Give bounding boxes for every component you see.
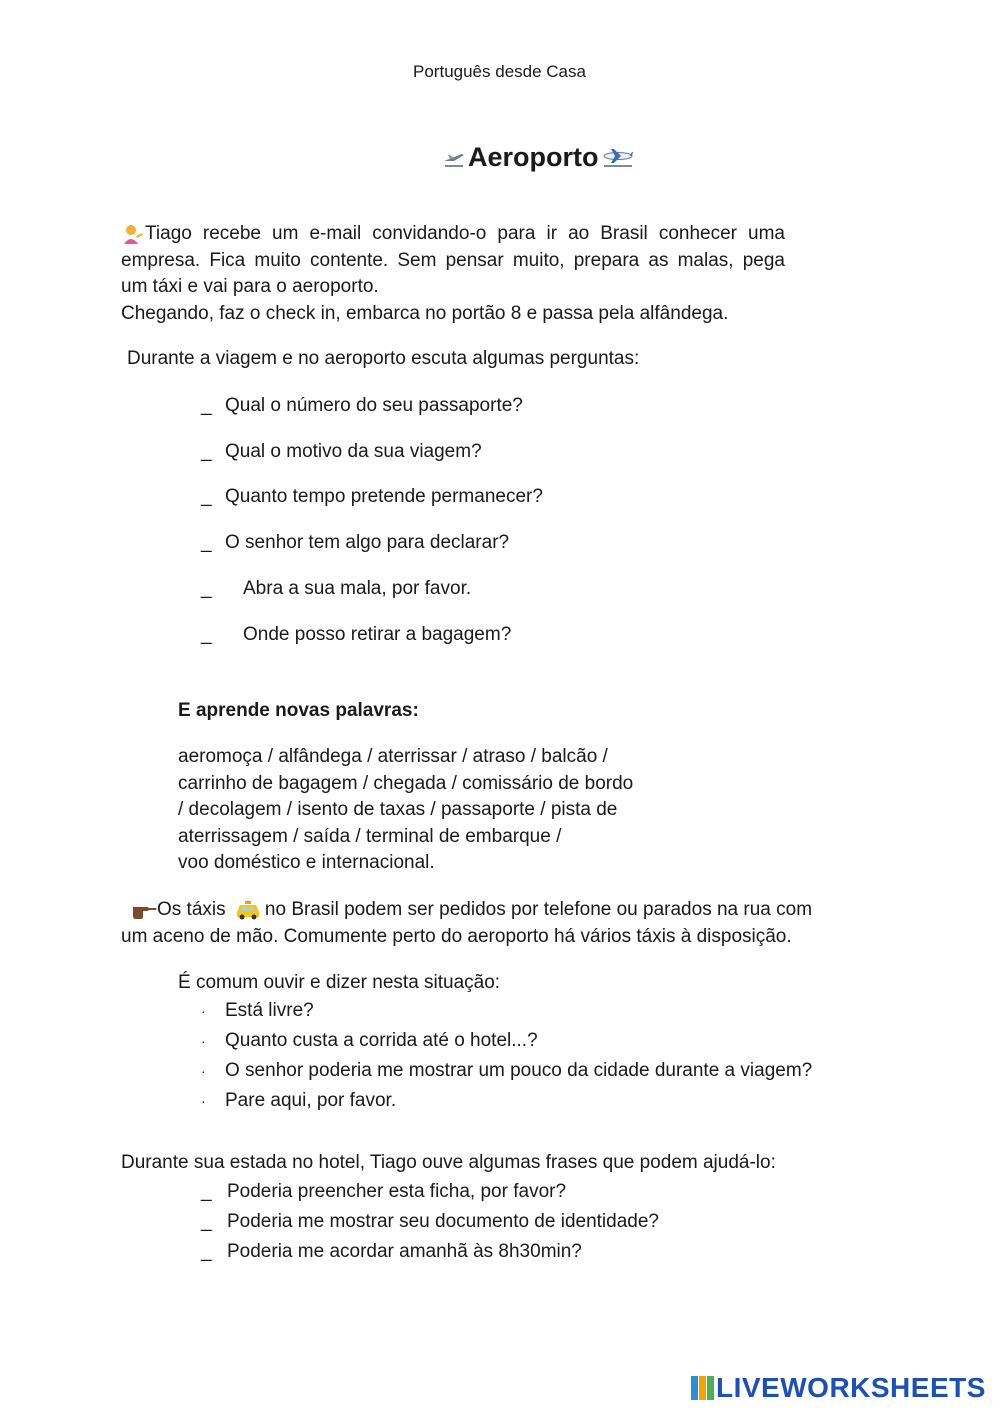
- vocab-line: / decolagem / isento de taxas / passaporte / pista de: [178, 799, 618, 820]
- dash-marker: _: [201, 395, 212, 416]
- taxi-phrase-item: [201, 1000, 314, 1022]
- question-item: [201, 624, 511, 646]
- vocab-list: [178, 744, 678, 877]
- logo-text: LIVEWORKSHEETS: [716, 1372, 986, 1403]
- bullet-marker: ·: [201, 1063, 206, 1079]
- intro-paragraph: [121, 221, 785, 327]
- bullet-marker: ·: [201, 1033, 206, 1049]
- dash-marker: _: [201, 624, 212, 645]
- question-text: O senhor tem algo para declarar?: [225, 532, 510, 553]
- dash-marker: _: [201, 441, 212, 462]
- taxi-line-2: um aceno de mão. Comumente perto do aeroporto há vários táxis à disposição.: [121, 926, 792, 947]
- taxi-phrase-text: Pare aqui, por favor.: [225, 1090, 397, 1111]
- questions-intro: Durante a viagem e no aeroporto escuta algumas perguntas:: [127, 348, 640, 369]
- question-text: Qual o motivo da sua viagem?: [225, 441, 482, 462]
- page-title: [440, 142, 637, 173]
- vocab-heading: E aprende novas palavras:: [178, 700, 419, 721]
- intro-line-4: Chegando, faz o check in, embarca no portão 8 e passa pela alfândega.: [121, 302, 729, 324]
- question-text: Abra a sua mala, por favor.: [243, 578, 472, 599]
- question-text: Qual o número do seu passaporte?: [225, 395, 523, 416]
- question-item: [201, 486, 543, 508]
- question-item: [201, 578, 471, 600]
- intro-line-1-text: Tiago recebe um e-mail convidando-o para ir ao Brasil conhecer uma: [145, 223, 785, 244]
- dash-marker: _: [201, 1241, 212, 1262]
- vocab-line: aterrissagem / saída / terminal de embarque /: [178, 825, 562, 847]
- dash-marker: _: [201, 532, 212, 553]
- dash-marker: _: [201, 486, 212, 507]
- page-header: Português desde Casa: [413, 62, 586, 81]
- question-item: [201, 532, 509, 554]
- dash-marker: _: [201, 578, 212, 599]
- vocab-line: aeromoça / alfândega / aterrissar / atraso / balcão /: [178, 746, 608, 767]
- taxi-phrase-text: O senhor poderia me mostrar um pouco da cidade durante a viagem?: [225, 1060, 813, 1081]
- question-item: [201, 441, 482, 463]
- question-text: Onde posso retirar a bagagem?: [243, 624, 512, 645]
- vocab-line: carrinho de bagagem / chegada / comissário de bordo: [178, 772, 634, 794]
- title-text: Aeroporto: [468, 142, 599, 172]
- intro-line-1: [121, 221, 785, 248]
- dash-marker: _: [201, 1211, 212, 1232]
- taxi-line-1: [131, 897, 812, 924]
- intro-line-3: um táxi e vai para o aeroporto.: [121, 276, 379, 297]
- vocab-line: voo doméstico e internacional.: [178, 852, 435, 873]
- taxi-phrase-item: [201, 1090, 396, 1112]
- intro-line-2: empresa. Fica muito contente. Sem pensar muito, prepara as malas, pega: [121, 249, 785, 271]
- bullet-marker: ·: [201, 1003, 206, 1019]
- question-item: [201, 395, 523, 417]
- departure-airplane-icon: [442, 146, 466, 170]
- taxi-icon: [235, 899, 261, 921]
- bullet-marker: ·: [201, 1093, 206, 1109]
- hotel-phrase-text: Poderia me acordar amanhã às 8h30min?: [227, 1241, 582, 1262]
- taxi-phrase-text: Quanto custa a corrida até o hotel...?: [225, 1030, 538, 1051]
- hotel-phrase-text: Poderia preencher esta ficha, por favor?: [227, 1181, 567, 1202]
- taxi-phrase-text: Está livre?: [225, 1000, 314, 1021]
- taxi-phrase-item: [201, 1030, 538, 1052]
- liveworksheets-logo-icon: [690, 1375, 716, 1401]
- pointing-hand-icon: [131, 899, 157, 921]
- airplane-icon: [601, 146, 635, 170]
- hotel-phrase-item: [201, 1211, 659, 1233]
- hotel-phrase-item: [201, 1181, 566, 1203]
- hotel-phrase-text: Poderia me mostrar seu documento de identidade?: [227, 1211, 659, 1232]
- liveworksheets-logo: [690, 1372, 986, 1404]
- hotel-phrase-item: [201, 1241, 582, 1263]
- taxi-text-part-2: no Brasil podem ser pedidos por telefone ou parados na rua com: [264, 899, 813, 920]
- taxi-phrase-item: [201, 1060, 812, 1082]
- taxi-text-part-1: Os táxis: [157, 899, 226, 920]
- dash-marker: _: [201, 1181, 212, 1202]
- person-tipping-hand-icon: [121, 222, 145, 246]
- hotel-intro: Durante sua estada no hotel, Tiago ouve algumas frases que podem ajudá-lo:: [121, 1152, 776, 1173]
- taxi-phrases-intro: É comum ouvir e dizer nesta situação:: [178, 972, 501, 993]
- question-text: Quanto tempo pretende permanecer?: [225, 486, 543, 507]
